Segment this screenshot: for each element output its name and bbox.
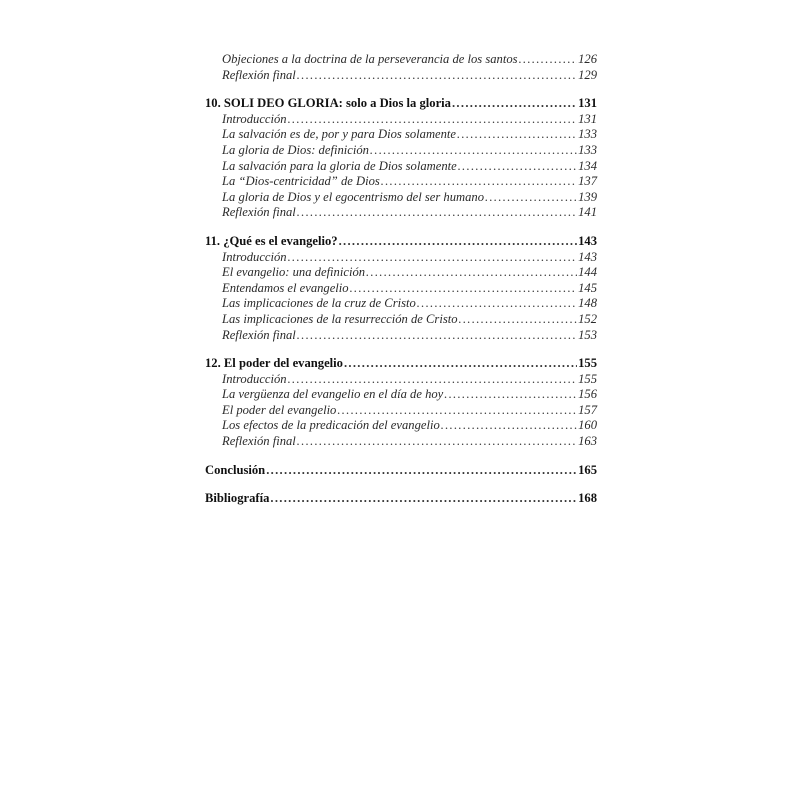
toc-entry-title: El evangelio: una definición	[222, 265, 366, 280]
toc-chapter-10[interactable]	[205, 96, 597, 112]
toc-entry-title: El poder del evangelio	[222, 402, 337, 417]
toc-entry-page: 139	[578, 189, 597, 204]
dot-leader	[444, 387, 577, 403]
toc-entry[interactable]	[205, 387, 597, 403]
toc-entry[interactable]	[205, 52, 597, 68]
toc-entry-page: 157	[578, 402, 597, 417]
dot-leader	[337, 403, 577, 419]
toc-entry[interactable]	[205, 143, 597, 159]
dot-leader	[458, 159, 577, 175]
toc-entry-title: Las implicaciones de la cruz de Cristo	[222, 296, 416, 311]
toc-entry-title: La gloria de Dios y el egocentrismo del ser humano	[222, 189, 484, 204]
toc-entry-title: Reflexión final	[222, 434, 296, 449]
dot-leader	[339, 234, 578, 250]
toc-entry[interactable]	[205, 174, 597, 190]
toc-entry[interactable]	[205, 418, 597, 434]
toc-chapter-11[interactable]	[205, 234, 597, 250]
toc-entry-page: 156	[578, 387, 597, 402]
toc-chapter-title: 12. El poder del evangelio	[205, 356, 343, 371]
toc-entry[interactable]	[205, 403, 597, 419]
toc-entry[interactable]	[205, 328, 597, 344]
toc-entry-title: La salvación para la gloria de Dios solamente	[222, 158, 457, 173]
dot-leader	[459, 312, 578, 328]
dot-leader	[457, 127, 577, 143]
toc-entry[interactable]	[205, 296, 597, 312]
toc-entry-title: Los efectos de la predicación del evangelio	[222, 418, 440, 433]
dot-leader	[370, 143, 577, 159]
dot-leader	[452, 96, 577, 112]
toc-entry[interactable]	[205, 68, 597, 84]
dot-leader	[288, 112, 578, 128]
dot-leader	[288, 372, 578, 388]
toc-chapter-page: 155	[578, 356, 597, 371]
toc-chapter-title: 10. SOLI DEO GLORIA: solo a Dios la gloria	[205, 96, 451, 111]
toc-entry-page: 155	[578, 371, 597, 386]
toc-chapter-title: Conclusión	[205, 462, 266, 477]
toc-entry-page: 148	[578, 296, 597, 311]
toc-entry-page: 141	[578, 205, 597, 220]
toc-entry-page: 143	[578, 249, 597, 264]
dot-leader	[441, 418, 577, 434]
table-of-contents	[205, 52, 597, 507]
dot-leader	[266, 463, 577, 479]
dot-leader	[297, 328, 577, 344]
toc-chapter-title: 11. ¿Qué es el evangelio?	[205, 233, 338, 248]
dot-leader	[344, 356, 577, 372]
toc-entry-title: Introducción	[222, 371, 287, 386]
toc-entry-page: 133	[578, 142, 597, 157]
toc-entry-title: Reflexión final	[222, 67, 296, 82]
toc-chapter-page: 131	[578, 96, 597, 111]
dot-leader	[270, 491, 577, 507]
toc-entry-page: 129	[578, 67, 597, 82]
toc-chapter-title: Bibliografía	[205, 491, 270, 506]
dot-leader	[417, 296, 577, 312]
dot-leader	[297, 205, 577, 221]
toc-entry-title: Entendamos el evangelio	[222, 280, 349, 295]
toc-entry[interactable]	[205, 281, 597, 297]
toc-entry[interactable]	[205, 312, 597, 328]
toc-entry-title: Reflexión final	[222, 327, 296, 342]
dot-leader	[350, 281, 578, 297]
toc-entry[interactable]	[205, 127, 597, 143]
toc-entry-title: La vergüenza del evangelio en el día de hoy	[222, 387, 444, 402]
toc-entry[interactable]	[205, 159, 597, 175]
toc-chapter-page: 168	[578, 491, 597, 506]
toc-entry-page: 152	[578, 311, 597, 326]
toc-entry[interactable]	[205, 250, 597, 266]
toc-entry[interactable]	[205, 190, 597, 206]
dot-leader	[366, 265, 577, 281]
toc-entry-page: 163	[578, 434, 597, 449]
toc-entry-title: Introducción	[222, 111, 287, 126]
toc-chapter-page: 143	[578, 233, 597, 248]
toc-entry-page: 160	[578, 418, 597, 433]
toc-entry-title: Introducción	[222, 249, 287, 264]
dot-leader	[485, 190, 577, 206]
toc-entry-title: La gloria de Dios: definición	[222, 142, 369, 157]
toc-entry-page: 131	[578, 111, 597, 126]
toc-entry-page: 144	[578, 265, 597, 280]
toc-entry-page: 145	[578, 280, 597, 295]
toc-entry[interactable]	[205, 205, 597, 221]
toc-entry-title: La “Dios-centricidad” de Dios	[222, 174, 380, 189]
toc-chapter-12[interactable]	[205, 356, 597, 372]
toc-entry-page: 153	[578, 327, 597, 342]
toc-entry-title: La salvación es de, por y para Dios solamente	[222, 127, 457, 142]
toc-conclusion[interactable]	[205, 463, 597, 479]
dot-leader	[297, 434, 577, 450]
dot-leader	[519, 52, 578, 68]
toc-bibliography[interactable]	[205, 491, 597, 507]
dot-leader	[288, 250, 578, 266]
toc-entry-title: Reflexión final	[222, 205, 296, 220]
toc-entry-page: 137	[578, 174, 597, 189]
toc-entry[interactable]	[205, 112, 597, 128]
dot-leader	[297, 68, 577, 84]
toc-chapter-page: 165	[578, 462, 597, 477]
toc-entry-title: Objeciones a la doctrina de la perseverancia de los santos	[222, 52, 518, 66]
toc-entry-page: 133	[578, 127, 597, 142]
toc-entry[interactable]	[205, 434, 597, 450]
toc-entry-page: 134	[578, 158, 597, 173]
toc-entry[interactable]	[205, 372, 597, 388]
toc-entry[interactable]	[205, 265, 597, 281]
toc-entry-title: Las implicaciones de la resurrección de Cristo	[222, 311, 458, 326]
dot-leader	[381, 174, 577, 190]
toc-entry-page: 126	[578, 52, 597, 66]
